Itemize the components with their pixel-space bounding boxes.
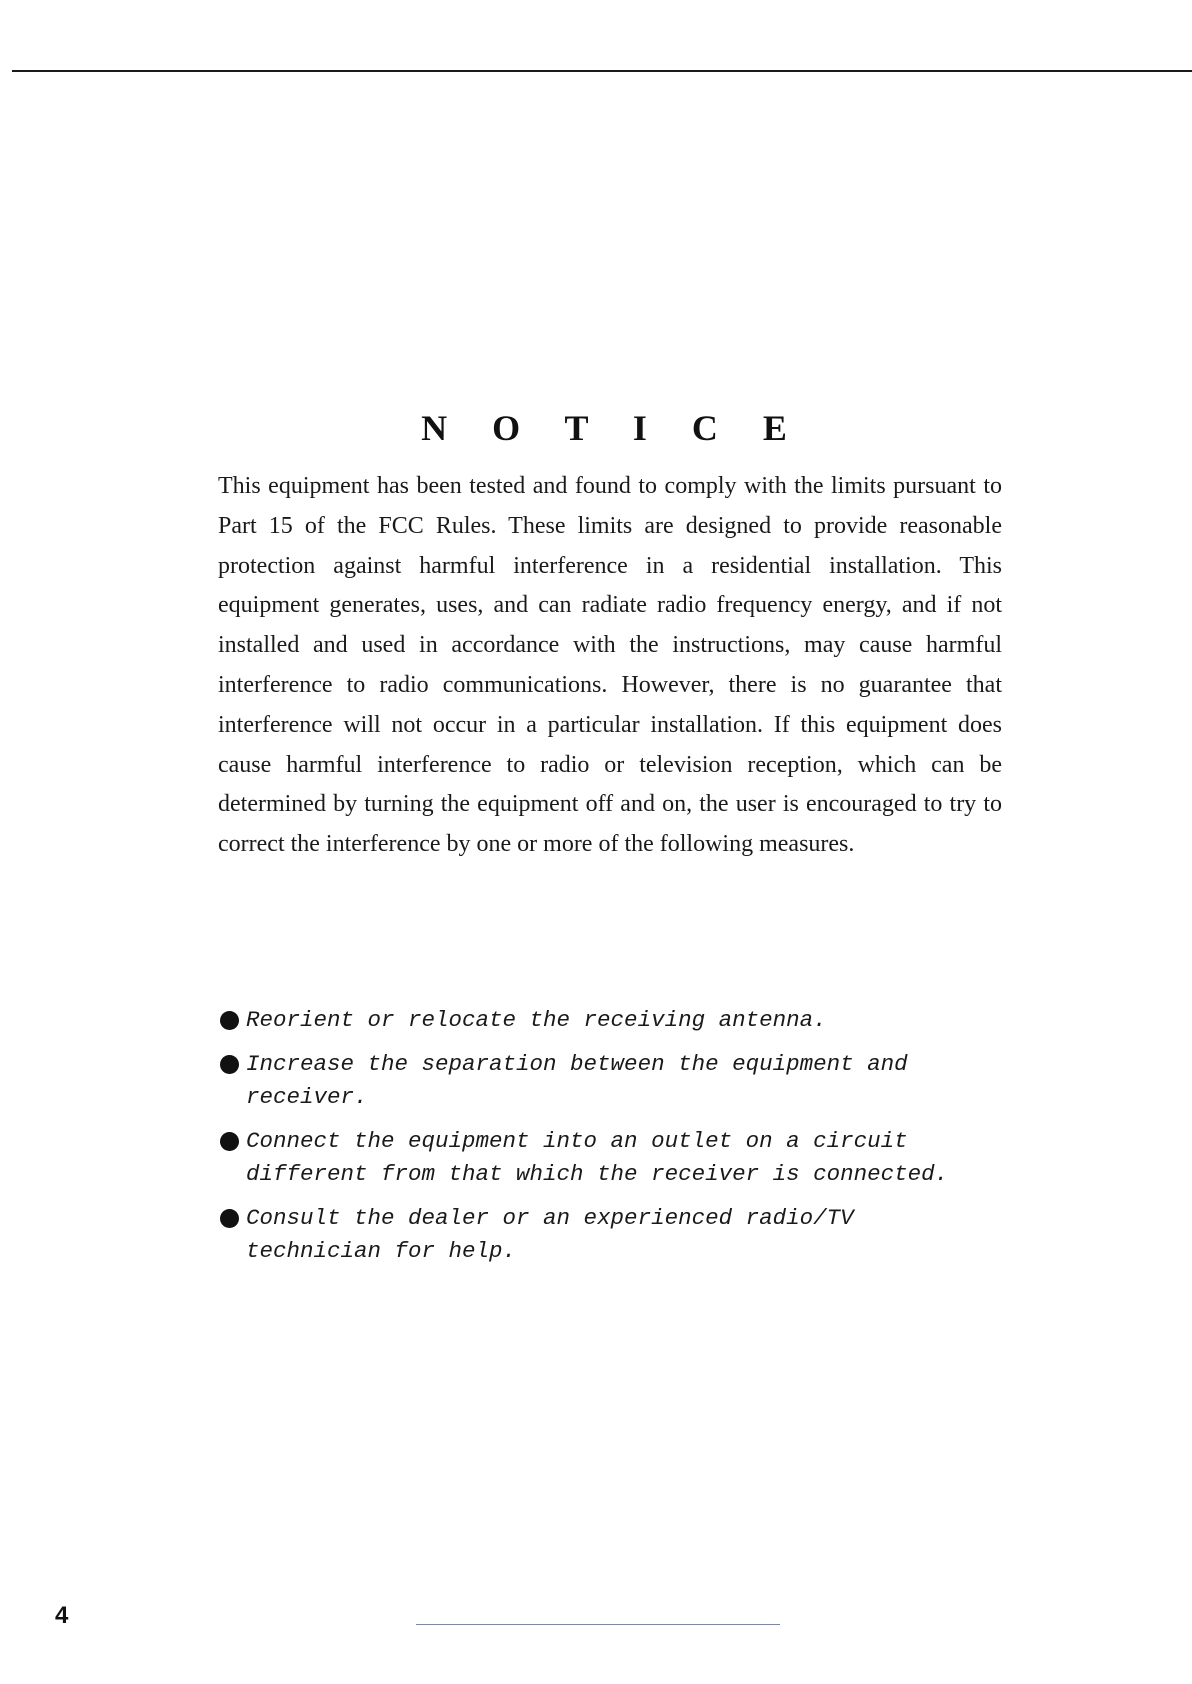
measures-list — [220, 1004, 1000, 1279]
measure-text: Reorient or relocate the receiving antenna. — [246, 1007, 827, 1033]
bullet-icon — [220, 1209, 239, 1228]
notice-body: This equipment has been tested and found to comply with the limits pursuant to Part 15 of the FCC Rules. These limits are designed to provide reasonable protection against harmful interference in a residential installation. This equipment generates, uses, and can radiate radio frequency energy, and if not installed and used in accordance with the instructions, may cause harmful interference to radio communications. However, there is no guarantee that interference will not occur in a particular installation. If this equipment does cause harmful interference to radio or television reception, which can be determined by turning the equipment off and on, the user is encouraged to try to correct the interference by one or more of the following measures. — [218, 473, 1002, 858]
measure-text: Consult the dealer or an experienced radio/TV technician for help. — [246, 1205, 854, 1264]
bullet-icon — [220, 1132, 239, 1151]
measure-item — [220, 1125, 1000, 1191]
page-number: 4 — [55, 1602, 69, 1629]
top-rule — [12, 70, 1192, 72]
measure-text: Increase the separation between the equipment and receiver. — [246, 1051, 908, 1110]
measure-item — [220, 1004, 1000, 1037]
bottom-rule — [416, 1624, 780, 1625]
bullet-icon — [220, 1055, 239, 1074]
measure-text: Connect the equipment into an outlet on a circuit different from that which the receiver is connected. — [246, 1128, 949, 1187]
measure-item — [220, 1048, 1000, 1114]
bullet-icon — [220, 1011, 239, 1030]
notice-title: N O T I C E — [421, 408, 805, 449]
measure-item — [220, 1202, 1000, 1268]
